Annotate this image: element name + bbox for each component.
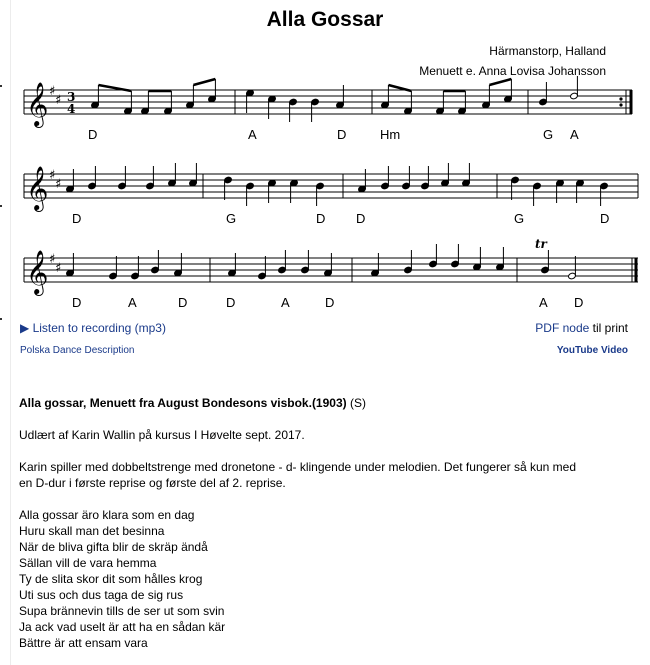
origin-credit: Menuett e. Anna Lovisa Johansson xyxy=(419,64,606,78)
pdf-print xyxy=(535,321,628,335)
paragraph-course: Udlært af Karin Wallin på kursus I Høvelte sept. 2017. xyxy=(19,428,305,442)
lyric-line: När de bliva gifta blir de skräp ändå xyxy=(19,540,208,554)
chord-symbol: A xyxy=(281,295,290,310)
listen-link[interactable] xyxy=(20,321,166,335)
time-signature-bottom: 4 xyxy=(67,102,76,116)
lyric-line: Ty de slita skor dit som hålles krog xyxy=(19,572,203,586)
treble-clef-icon: 𝄞 xyxy=(26,82,49,126)
paragraph-drone-line: en D-dur i første reprise og første del af 2. reprise. xyxy=(19,476,286,490)
sharp-icon: ♯ xyxy=(55,261,62,276)
lyrics xyxy=(19,507,629,651)
chord-symbol: D xyxy=(600,211,610,226)
chord-symbol: D xyxy=(316,211,326,226)
article-heading xyxy=(19,395,629,411)
chord-symbol: A xyxy=(570,127,579,142)
origin-place: Härmanstorp, Halland xyxy=(489,44,606,58)
dance-description-link[interactable]: Polska Dance Description xyxy=(20,345,135,356)
play-icon: ▶ xyxy=(20,321,30,335)
chord-symbol: A xyxy=(128,295,137,310)
chord-symbol: D xyxy=(178,295,188,310)
chord-symbol: D xyxy=(72,295,82,310)
article-heading-suffix: (S) xyxy=(346,396,366,410)
article-heading-text: Alla gossar, Menuett fra August Bondesons visbok.(1903) xyxy=(19,396,347,410)
chord-symbol: D xyxy=(356,211,366,226)
lyric-line: Sällan vill de vara hemma xyxy=(19,556,157,570)
sheet-music xyxy=(0,68,650,313)
chord-symbol: D xyxy=(574,295,584,310)
page-title: Alla Gossar xyxy=(266,8,384,31)
note-beam xyxy=(193,79,215,85)
chord-symbol: A xyxy=(539,295,548,310)
sharp-icon: ♯ xyxy=(49,252,56,267)
treble-clef-icon: 𝄞 xyxy=(26,166,49,210)
note-beam xyxy=(489,79,511,85)
lyric-line: Supa brännevin tills de ser ut som svin xyxy=(19,604,225,618)
margin-dot xyxy=(0,318,2,320)
sharp-icon: ♯ xyxy=(49,168,56,183)
chord-symbol: D xyxy=(88,127,98,142)
chord-symbol: G xyxy=(514,211,525,226)
sharp-icon: ♯ xyxy=(55,93,62,108)
chord-symbol: A xyxy=(248,127,257,142)
staff-system-2 xyxy=(24,174,638,198)
chord-symbol: G xyxy=(543,127,554,142)
pdf-node-link[interactable]: PDF node xyxy=(535,321,590,335)
sharp-icon: ♯ xyxy=(55,177,62,192)
time-signature-top: 3 xyxy=(67,90,76,104)
paragraph-drone xyxy=(19,459,629,491)
lyric-line: Ja ack vad uselt är att ha en sådan kär xyxy=(19,620,226,634)
pdf-suffix: til print xyxy=(589,321,628,335)
sharp-icon: ♯ xyxy=(49,84,56,99)
listen-link-label[interactable]: Listen to recording (mp3) xyxy=(32,321,166,335)
lyric-line: Bättre är att ensam vara xyxy=(19,636,148,650)
chord-symbol: D xyxy=(226,295,236,310)
lyric-line: Huru skall man det besinna xyxy=(19,524,165,538)
trill-mark: tr xyxy=(535,237,547,251)
lyric-line: Alla gossar äro klara som en dag xyxy=(19,508,195,522)
lyric-line: Uti sus och dus taga de sig rus xyxy=(19,588,184,602)
paragraph-drone-line: Karin spiller med dobbeltstrenge med dronetone - d- klingende under melodien. Det fungerer så kun med xyxy=(19,460,576,474)
chord-symbol: D xyxy=(325,295,335,310)
chord-symbol: G xyxy=(226,211,237,226)
chord-symbol: D xyxy=(337,127,347,142)
chord-symbol: Hm xyxy=(380,127,401,142)
chord-symbol: D xyxy=(72,211,82,226)
youtube-video-link[interactable]: YouTube Video xyxy=(556,345,628,356)
treble-clef-icon: 𝄞 xyxy=(26,250,49,294)
